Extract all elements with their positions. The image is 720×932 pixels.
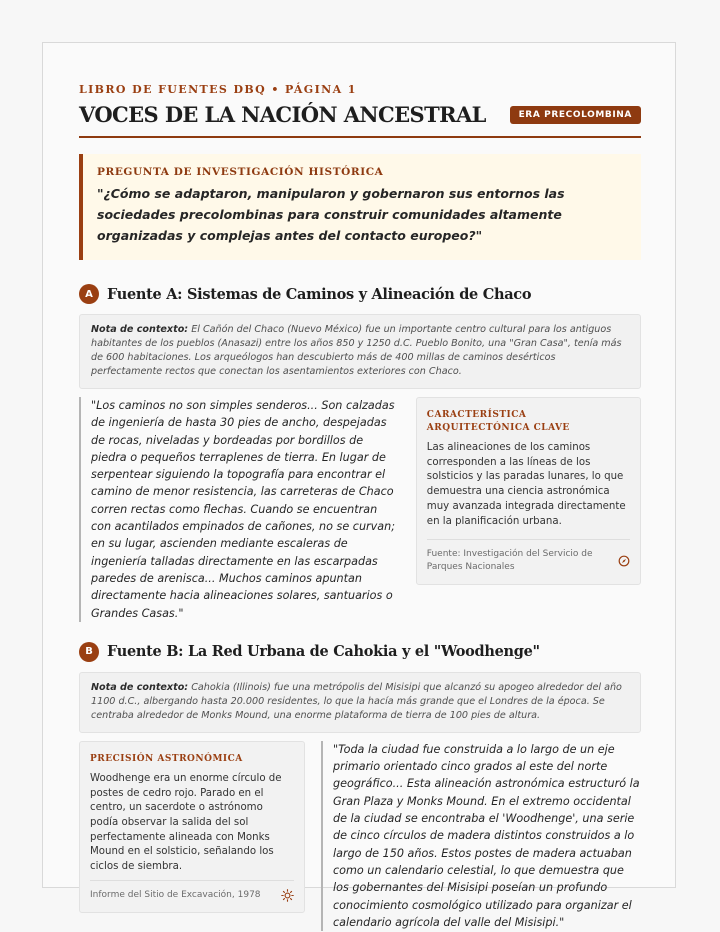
page-content	[79, 83, 641, 931]
sidebox-label: PRECISIÓN ASTRONÓMICA	[90, 753, 243, 764]
sidebox-label: CARACTERÍSTICA ARQUITECTÓNICA CLAVE	[426, 410, 570, 433]
sidebox-footer	[90, 880, 294, 902]
page-eyebrow: LIBRO DE FUENTES DBQ • PÁGINA 1	[79, 83, 357, 96]
source-a-quote: "Los caminos no son simples senderos... Son calzadas de ingeniería de hasta 30 pies de ancho, despejadas de rocas, niveladas y bordeadas por bordillos de piedra o pequeños terraplenes de tierra. En lugar de serpentear siguiendo la topografía para encontrar el camino de menor resistencia, las carreteras de Chaco corren rectas como flechas. Cuando se encuentran con acantilados empinados de cañones, no se curvan; en su lugar, ascienden mediante escaleras de ingeniería talladas directamente en las escarpadas paredes de arenisca... Muchos caminos apuntan directamente hacia alineaciones solares, santuarios o Grandes Casas."	[79, 397, 400, 622]
document-page	[42, 42, 676, 929]
source-b-title: Fuente B: La Red Urbana de Cahokia y el "Woodhenge"	[107, 643, 540, 661]
source-a-sidebox	[416, 397, 641, 585]
source-a-title: Fuente A: Sistemas de Caminos y Alineación de Chaco	[107, 285, 532, 303]
page-title: VOCES DE LA NACIÓN ANCESTRAL	[79, 102, 486, 127]
source-a-columns	[79, 397, 641, 622]
source-b-heading	[79, 642, 641, 662]
source-a-heading	[79, 284, 641, 304]
source-b-quote: "Toda la ciudad fue construida a lo largo de un eje primario orientado cinco grados al este del norte geográfico... Esta alineación astronómica estructuró la Gran Plaza y Monks Mound. En el extremo occidental de la ciudad se encontraba el 'Woodhenge', una serie de cinco círculos de madera distintos construidos a lo largo de 150 años. Estos postes de madera actuaban como un calendario celestial, lo que demuestra que los gobernantes del Misisipi poseían un profundo conocimiento cosmológico utilizado para organizar el calendario agrícola del valle del Misisipi."	[321, 741, 641, 931]
sidebox-footer	[427, 539, 630, 574]
compass-icon	[618, 555, 630, 567]
context-label: Nota de contexto:	[91, 681, 189, 693]
era-badge: ERA PRECOLOMBINA	[510, 106, 641, 124]
source-b-columns	[79, 741, 641, 931]
source-b-badge: B	[79, 642, 99, 662]
source-b-sidebox	[79, 741, 305, 913]
sidebox-footer-text: Fuente: Investigación del Servicio de Parques Nacionales	[426, 549, 593, 572]
source-a-badge: A	[79, 284, 99, 304]
header-divider	[79, 136, 641, 138]
question-label: PREGUNTA DE INVESTIGACIÓN HISTÓRICA	[97, 166, 384, 178]
question-text: "¿Cómo se adaptaron, manipularon y gobernaron sus entornos las sociedades precolombinas para construir comunidades altamente organizadas y complejas antes del contacto europeo?"	[97, 186, 565, 243]
research-question-box	[79, 154, 641, 260]
sidebox-footer-text: Informe del Sitio de Excavación, 1978	[90, 889, 261, 900]
context-label: Nota de contexto:	[91, 324, 189, 335]
sun-icon	[281, 889, 294, 902]
sidebox-text: Las alineaciones de los caminos corresponden a las líneas de los solsticios y las paradas lunares, lo que demuestra una ciencia astronómica muy avanzada integrada directamente en la planificación urbana.	[426, 442, 626, 527]
source-b-context	[79, 672, 641, 733]
source-a-context	[79, 314, 641, 389]
context-text: El Cañón del Chaco (Nuevo México) fue un importante centro cultural para los antiguos habitantes de los pueblos (Anasazi) entre los años 850 y 1250 d.C. Pueblo Bonito, una "Gran Casa", tenía más de 600 habitaciones. Los arqueólogos han descubierto más de 400 millas de caminos desérticos perfectamente rectos que conectan los asentamientos exteriores con Chaco.	[91, 324, 622, 377]
context-text: Cahokia (Illinois) fue una metrópolis del Misisipi que alcanzó su apogeo alrededor del año 1100 d.C., albergando hasta 20.000 residentes, lo que la hacía más grande que el Londres de la época. Se centraba alrededor de Monks Mound, una enorme plataforma de tierra de 100 pies de altura.	[91, 681, 622, 721]
sidebox-text: Woodhenge era un enorme círculo de postes de cedro rojo. Parado en el centro, un sacerdote o astrónomo podía observar la salida del sol perfectamente alineada con Monks Mound en el solsticio, señalando los ciclos de siembra.	[90, 772, 282, 873]
title-row	[79, 102, 641, 127]
